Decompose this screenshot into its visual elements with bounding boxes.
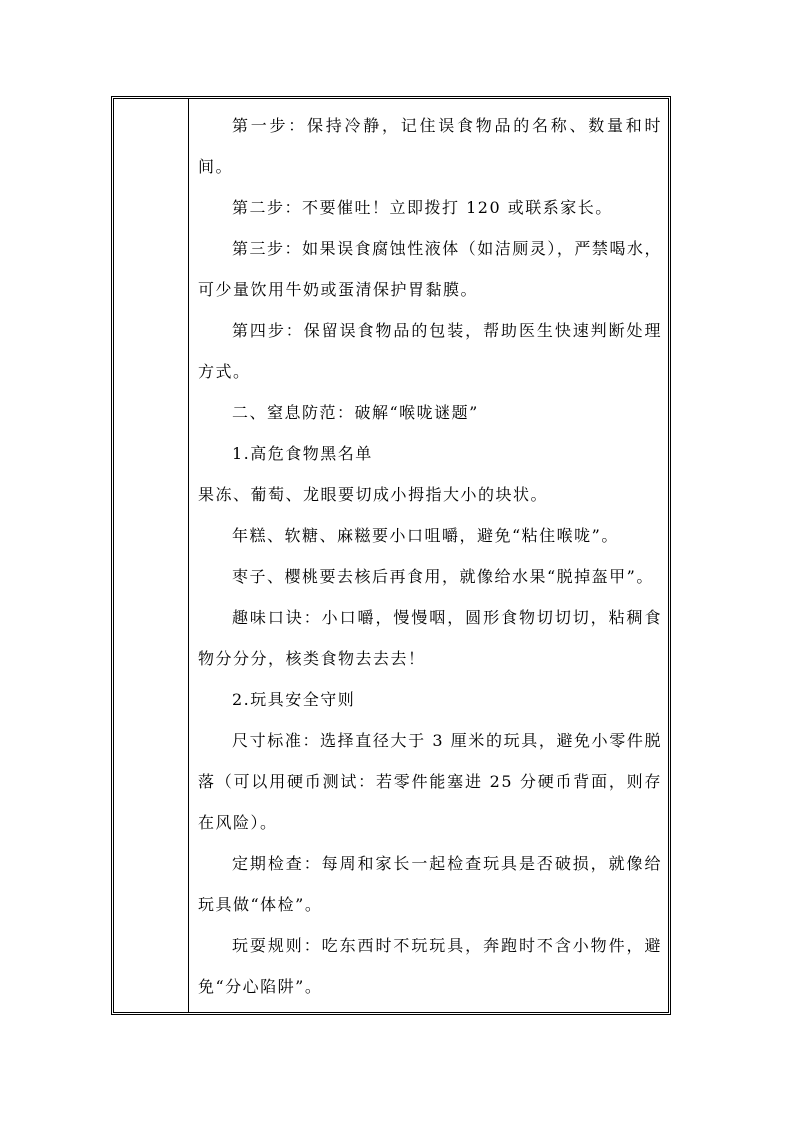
subheading-toy-safety: 2.玩具安全守则 [232,690,356,709]
paragraph-fruit-cutting: 果冻、葡萄、龙眼要切成小拇指大小的块状。 [198,485,549,504]
paragraph-step-2: 第二步：不要催吐！立即拨打 120 或联系家长。 [232,198,613,217]
paragraph-regular-check: 定期检查：每周和家长一起检查玩具是否破损，就像给玩具做“体检”。 [198,854,662,914]
table-left-cell [114,99,189,1012]
paragraph-pitted-fruits: 枣子、樱桃要去核后再食用，就像给水果“脱掉盔甲”。 [232,567,654,586]
paragraph-play-rules: 玩耍规则：吃东西时不玩玩具，奔跑时不含小物件，避免“分心陷阱”。 [198,936,662,996]
paragraph-size-standard: 尺寸标准：选择直径大于 3 厘米的玩具，避免小零件脱落（可以用硬币测试：若零件能塞进 25 分硬币背面，则存在风险）。 [198,731,662,832]
section-heading-choking: 二、窒息防范：破解“喉咙谜题” [232,403,479,422]
paragraph-step-4: 第四步：保留误食物品的包装，帮助医生快速判断处理方式。 [198,321,662,381]
paragraph-rhyme: 趣味口诀：小口嚼，慢慢咽，圆形食物切切切，粘稠食物分分分，核类食物去去去！ [198,608,662,668]
paragraph-step-1: 第一步：保持冷静，记住误食物品的名称、数量和时间。 [198,116,662,176]
paragraph-sticky-foods: 年糕、软糖、麻糍要小口咀嚼，避免“粘住喉咙”。 [232,526,619,545]
paragraph-step-3: 第三步：如果误食腐蚀性液体（如洁厕灵），严禁喝水，可少量饮用牛奶或蛋清保护胃黏膜。 [198,239,662,299]
table-content-cell [189,99,668,1012]
content-table [111,96,671,1015]
subheading-food-blacklist: 1.高危食物黑名单 [232,444,373,463]
